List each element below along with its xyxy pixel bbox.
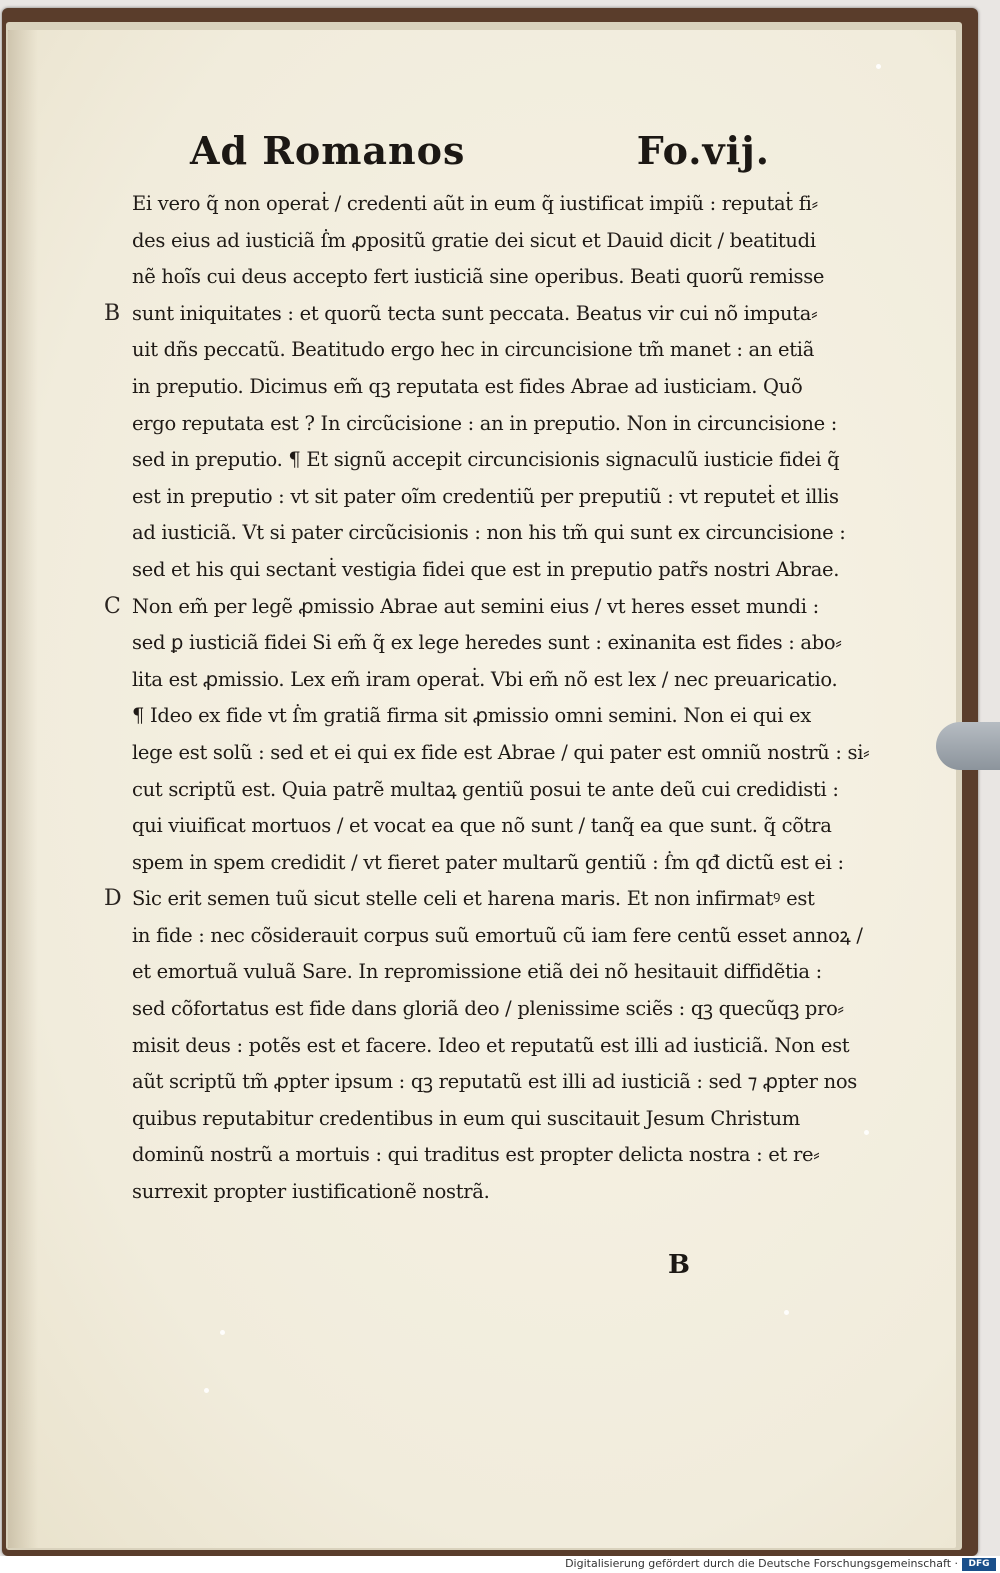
line-text: aũt scriptũ tm̃ ꝓpter ipsum : qꝫ reputatũ est illi ad iusticiã : sed ⁊ ꝓpter nos <box>132 1070 857 1094</box>
section-marker: D <box>104 886 122 912</box>
text-line <box>132 552 840 589</box>
line-text: in preputio. Dicimus em̃ qꝫ reputata est fides Abrae ad iusticiam. Quõ <box>132 374 803 398</box>
text-line <box>132 406 838 443</box>
line-text: ¶ Ideo ex fide vt ẛm gratiã firma sit ꝓmissio omni semini. Non ei qui ex <box>132 704 811 728</box>
line-text: lege est solũ : sed et ei qui ex fide est Abrae / qui pater est omniũ nostrũ : si⸗ <box>132 740 870 764</box>
line-text: ad iusticiã. Vt si pater circũcisionis : non his tm̃ qui sunt ex circuncisione : <box>132 521 846 545</box>
text-line <box>104 881 815 918</box>
text-line <box>132 332 815 369</box>
text-line <box>132 1064 857 1101</box>
dust-speck <box>204 1388 209 1393</box>
text-line <box>132 1137 820 1174</box>
text-line <box>132 662 838 699</box>
line-text: dominũ nostrũ a mortuis : qui traditus est propter delicta nostra : et re⸗ <box>132 1143 820 1167</box>
text-line <box>132 1174 752 1211</box>
line-text: spem in spem credidit / vt fieret pater multarũ gentiũ : ẛm qđ dictũ est ei : <box>132 850 844 874</box>
dfg-logo: DFG <box>962 1558 996 1571</box>
dust-speck <box>784 1310 789 1315</box>
text-line <box>132 1101 800 1138</box>
line-text: Sic erit semen tuũ sicut stelle celi et harena maris. Et non infirmatꝰ est <box>132 887 815 911</box>
line-text: misit deus : potẽs est et facere. Ideo et reputatũ est illi ad iusticiã. Non est <box>132 1033 850 1057</box>
dust-speck <box>864 1130 869 1135</box>
line-text: sed cõfortatus est fide dans gloriã deo / plenissime sciẽs : qꝫ quecũqꝫ pro⸗ <box>132 997 844 1021</box>
section-marker: C <box>104 593 121 619</box>
text-line <box>132 772 839 809</box>
line-text: in fide : nec cõsiderauit corpus suũ emortuũ cũ iam fere centũ esset annoꝝ / <box>132 923 863 947</box>
running-title: Ad Romanos <box>190 128 466 173</box>
line-text: cut scriptũ est. Quia patrẽ multaꝝ gentiũ posui te ante deũ cui credidisti : <box>132 777 839 801</box>
text-line <box>132 808 832 845</box>
text-block <box>104 186 870 1211</box>
line-text: ergo reputata est ? In circũcisione : an in preputio. Non in circuncisione : <box>132 411 838 435</box>
page-clip <box>936 722 1000 770</box>
text-line <box>132 735 870 772</box>
section-marker: B <box>104 300 120 326</box>
text-line <box>132 515 846 552</box>
text-line <box>132 991 844 1028</box>
text-line <box>132 698 811 735</box>
line-text: qui viuificat mortuos / et vocat ea que nõ sunt / tanq̃ ea que sunt. q̃ cõtra <box>132 814 832 838</box>
text-line <box>132 259 825 296</box>
text-line <box>132 369 803 406</box>
line-text: est in preputio : vt sit pater oĩm credentiũ per preputiũ : vt reputeṫ et illis <box>132 484 839 508</box>
text-line <box>132 186 818 223</box>
footer-credit: Digitalisierung gefördert durch die Deutsche Forschungsgemeinschaft · <box>565 1557 958 1570</box>
page-fold-shadow <box>8 30 38 1548</box>
text-line <box>132 442 840 479</box>
line-text: Ei vero q̃ non operaṫ / credenti aũt in eum q̃ iustificat impiũ : reputaṫ fi⸗ <box>132 192 818 215</box>
text-line <box>132 625 842 662</box>
text-line <box>132 954 822 991</box>
line-text: sed in preputio. ¶ Et signũ accepit circuncisionis signaculũ iusticie fidei q̃ <box>132 448 840 472</box>
footer-bar <box>0 1556 1000 1573</box>
line-text: sed ꝑ iusticiã fidei Si em̃ q̃ ex lege heredes sunt : exinanita est fides : abo⸗ <box>132 631 842 655</box>
line-text: des eius ad iusticiã ẛm ꝓpositũ gratie dei sicut et Dauid dicit / beatitudi <box>132 228 816 252</box>
text-line <box>132 223 816 260</box>
text-line <box>132 918 863 955</box>
line-text: surrexit propter iustificationẽ nostrã. <box>132 1180 490 1204</box>
line-text: Non em̃ per legẽ ꝓmissio Abrae aut semini eius / vt heres esset mundi : <box>132 594 819 618</box>
line-text: sed et his qui sectanṫ vestigia fidei que est in preputio patr̃s nostri Abrae. <box>132 557 840 581</box>
line-text: sunt iniquitates : et quorũ tecta sunt peccata. Beatus vir cui nõ imputa⸗ <box>132 301 818 325</box>
text-line <box>104 589 819 626</box>
text-line <box>132 1028 850 1065</box>
text-line <box>104 296 818 333</box>
folio-number: Fo.vij. <box>636 128 770 173</box>
line-text: uit dñs peccatũ. Beatitudo ergo hec in circuncisione tm̃ manet : an etiã <box>132 338 815 362</box>
line-text: lita est ꝓmissio. Lex em̃ iram operaṫ. Vbi em̃ nõ est lex / nec preuaricatio. <box>132 667 838 691</box>
line-text: quibus reputabitur credentibus in eum qui suscitauit Jesum Christum <box>132 1106 800 1130</box>
dust-speck <box>220 1330 225 1335</box>
line-text: et emortuã vuluã Sare. In repromissione etiã dei nõ hesitauit diffidẽtia : <box>132 960 822 984</box>
line-text: nẽ hoĩs cui deus accepto fert iusticiã sine operibus. Beati quorũ remisse <box>132 265 825 289</box>
text-line <box>132 479 839 516</box>
page-header <box>130 128 770 188</box>
text-line <box>132 845 844 882</box>
catchword: B <box>668 1250 690 1280</box>
dust-speck <box>876 64 881 69</box>
